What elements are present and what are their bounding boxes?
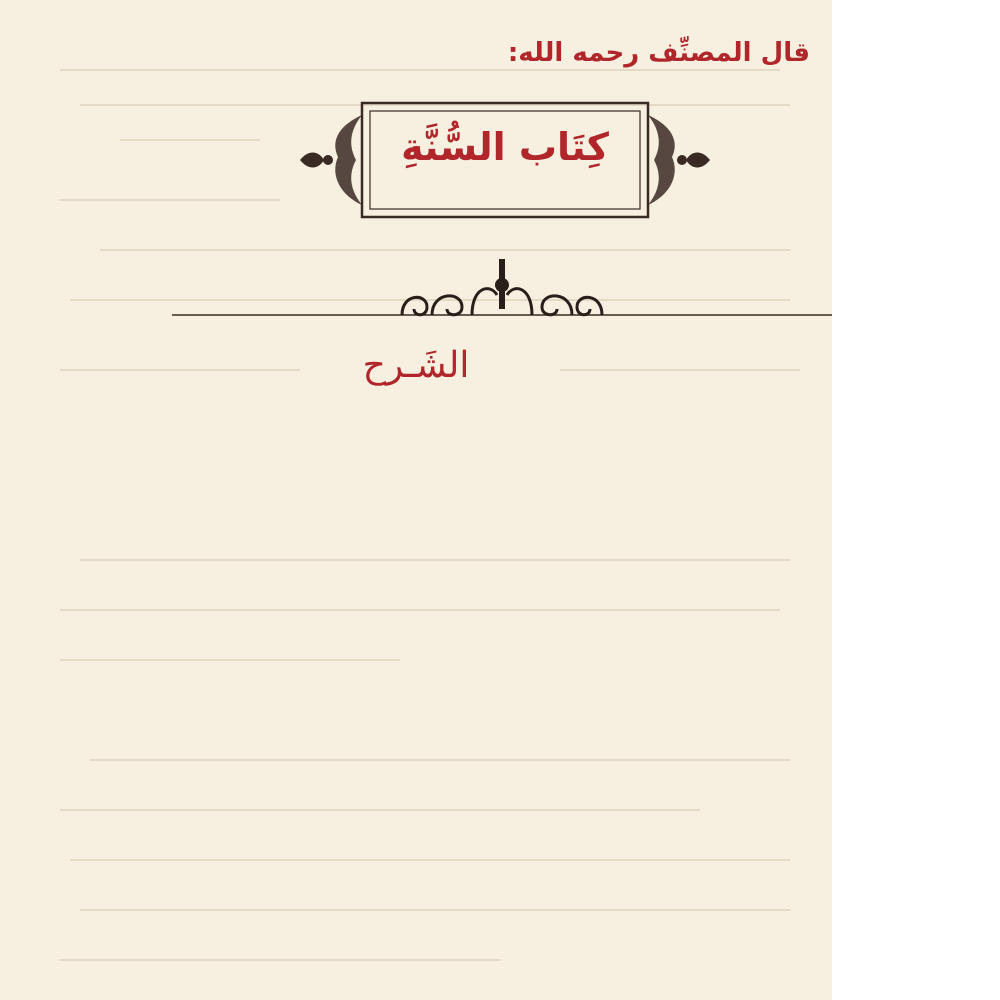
commentary-heading: الشَـرح — [362, 345, 470, 386]
title-frame — [290, 95, 720, 225]
book-title: كِتَاب السُّنَّةِ — [401, 125, 609, 169]
author-heading: قال المصنِّف رحمه الله: — [507, 38, 810, 68]
ornamental-divider — [172, 255, 832, 325]
